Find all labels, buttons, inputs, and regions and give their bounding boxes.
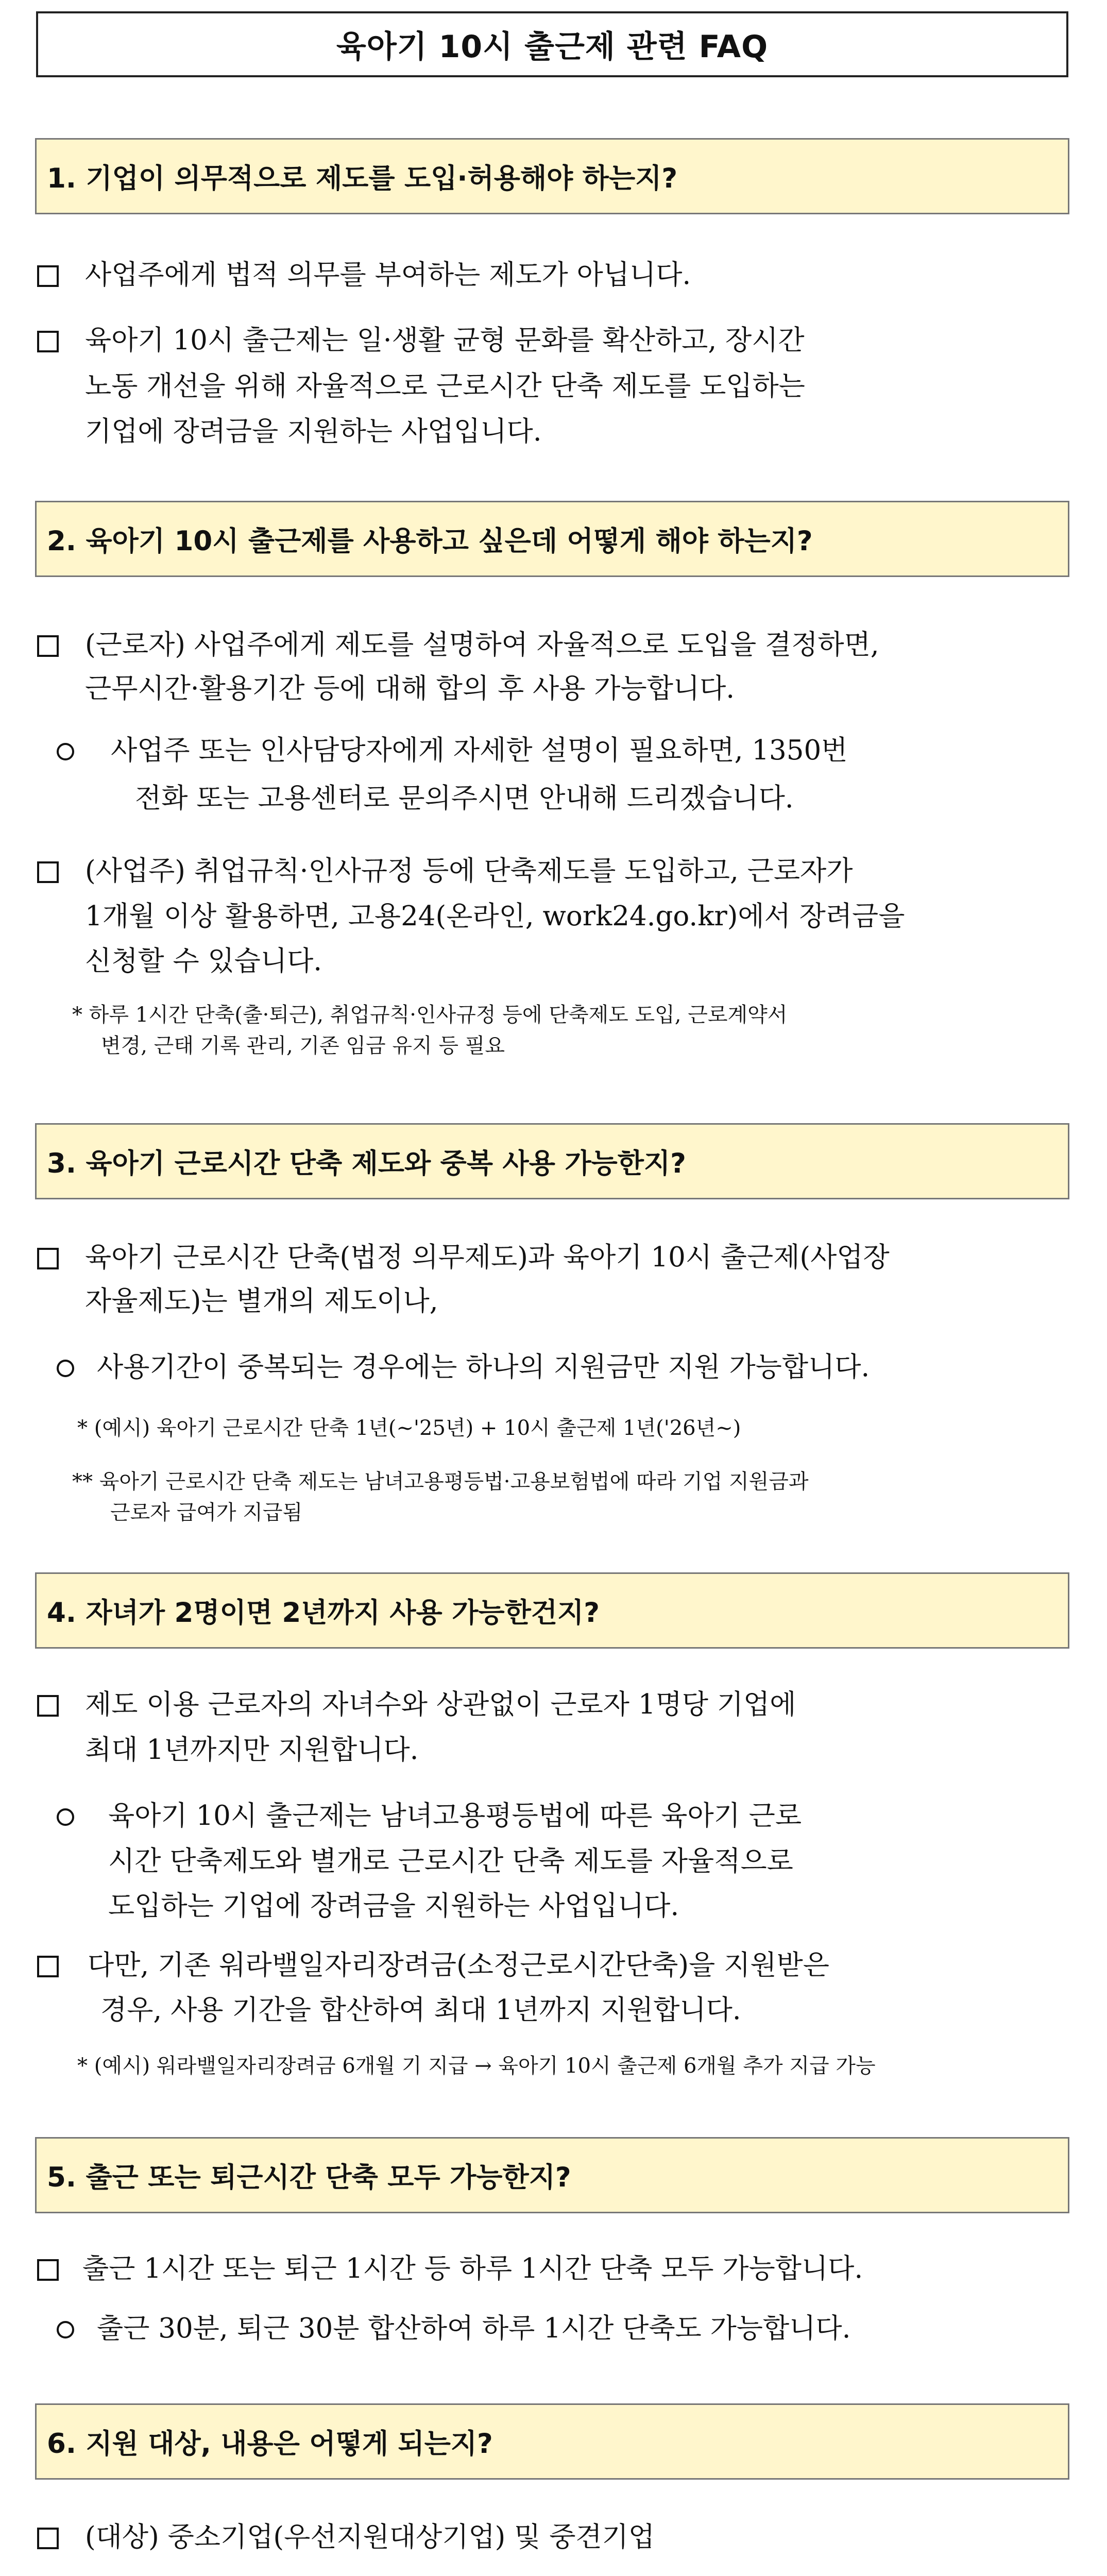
faq-4-answer-1-line-2: 최대 1년까지만 지원합니다.: [85, 1734, 419, 1766]
bullet-circle-icon: [57, 1360, 74, 1377]
faq-2-answer-1-line-1: (근로자) 사업주에게 제도를 설명하여 자율적으로 도입을 결정하면,: [85, 629, 879, 660]
faq-1-answer-2-line-1: 육아기 10시 출근제는 일·생활 균형 문화를 확산하고, 장시간: [85, 325, 805, 356]
faq-2-answer-2-line-2: 1개월 이상 활용하면, 고용24(온라인, work24.go.kr)에서 장려금을: [85, 901, 905, 932]
faq-4-note: * (예시) 워라밸일자리장려금 6개월 기 지급 → 육아기 10시 출근제 6개월 추가 지급 가능: [77, 2054, 876, 2078]
faq-2-note-line-1: * 하루 1시간 단축(출·퇴근), 취업규칙·인사규정 등에 단축제도 도입, 근로계약서: [72, 1003, 788, 1027]
faq-question-3: 3. 육아기 근로시간 단축 제도와 중복 사용 가능한지?: [35, 1123, 1069, 1199]
faq-3-answer-1-line-2: 자율제도)는 별개의 제도이나,: [85, 1285, 438, 1317]
faq-3-note-2-line-2: 근로자 급여가 지급됨: [110, 1501, 303, 1524]
faq-3-answer-1-line-1: 육아기 근로시간 단축(법정 의무제도)과 육아기 10시 출근제(사업장: [85, 1242, 890, 1273]
faq-1-answer-1: 사업주에게 법적 의무를 부여하는 제도가 아닙니다.: [85, 259, 691, 291]
bullet-circle-icon: [57, 2321, 74, 2338]
faq-question-4: 4. 자녀가 2명이면 2년까지 사용 가능한건지?: [35, 1572, 1069, 1649]
faq-1-answer-2-line-3: 기업에 장려금을 지원하는 사업입니다.: [85, 416, 542, 447]
checkbox-square-icon: [37, 1956, 59, 1977]
faq-2-note-line-2: 변경, 근태 기록 관리, 기존 임금 유지 등 필요: [101, 1034, 505, 1058]
faq-2-answer-2-line-1: (사업주) 취업규칙·인사규정 등에 단축제도를 도입하고, 근로자가: [85, 855, 853, 887]
faq-question-5: 5. 출근 또는 퇴근시간 단축 모두 가능한지?: [35, 2137, 1069, 2213]
faq-question-2: 2. 육아기 10시 출근제를 사용하고 싶은데 어떻게 해야 하는지?: [35, 501, 1069, 577]
checkbox-square-icon: [37, 861, 59, 883]
bullet-circle-icon: [57, 743, 74, 760]
faq-2-sub-line-2: 전화 또는 고용센터로 문의주시면 안내해 드리겠습니다.: [135, 783, 794, 814]
faq-2-answer-1-line-2: 근무시간·활용기간 등에 대해 합의 후 사용 가능합니다.: [85, 673, 735, 704]
faq-question-6: 6. 지원 대상, 내용은 어떻게 되는지?: [35, 2403, 1069, 2480]
checkbox-square-icon: [37, 1248, 59, 1269]
faq-4-answer-2-line-2: 경우, 사용 기간을 합산하여 최대 1년까지 지원합니다.: [100, 1994, 741, 2026]
faq-4-sub-line-1: 육아기 10시 출근제는 남녀고용평등법에 따른 육아기 근로: [108, 1800, 802, 1832]
faq-6-answer-1: (대상) 중소기업(우선지원대상기업) 및 중견기업: [85, 2521, 655, 2553]
checkbox-square-icon: [37, 1695, 59, 1717]
checkbox-square-icon: [37, 2259, 59, 2281]
faq-4-answer-1-line-1: 제도 이용 근로자의 자녀수와 상관없이 근로자 1명당 기업에: [85, 1689, 796, 1720]
faq-2-sub-line-1: 사업주 또는 인사담당자에게 자세한 설명이 필요하면, 1350번: [111, 735, 848, 766]
page-title: [36, 11, 1068, 77]
checkbox-square-icon: [37, 2528, 59, 2549]
faq-1-answer-2-line-2: 노동 개선을 위해 자율적으로 근로시간 단축 제도를 도입하는: [85, 370, 805, 402]
faq-4-answer-2-line-1: 다만, 기존 워라밸일자리장려금(소정근로시간단축)을 지원받은: [88, 1950, 829, 1981]
checkbox-square-icon: [37, 265, 59, 287]
bullet-circle-icon: [57, 1808, 74, 1826]
faq-question-1: 1. 기업이 의무적으로 제도를 도입·허용해야 하는지?: [35, 138, 1069, 214]
page-title-text: 육아기 10시 출근제 관련 FAQ: [336, 29, 769, 65]
checkbox-square-icon: [37, 635, 59, 657]
faq-5-sub: 출근 30분, 퇴근 30분 합산하여 하루 1시간 단축도 가능합니다.: [97, 2313, 851, 2344]
faq-4-sub-line-3: 도입하는 기업에 장려금을 지원하는 사업입니다.: [108, 1890, 679, 1922]
faq-4-sub-line-2: 시간 단축제도와 별개로 근로시간 단축 제도를 자율적으로: [108, 1845, 793, 1877]
faq-2-answer-2-line-3: 신청할 수 있습니다.: [85, 945, 322, 977]
checkbox-square-icon: [37, 331, 59, 352]
faq-3-sub: 사용기간이 중복되는 경우에는 하나의 지원금만 지원 가능합니다.: [97, 1351, 870, 1383]
faq-3-note-2-line-1: ** 육아기 근로시간 단축 제도는 남녀고용평등법·고용보험법에 따라 기업 지원금과: [72, 1470, 809, 1494]
faq-3-note-1: * (예시) 육아기 근로시간 단축 1년(~'25년) + 10시 출근제 1년('26년~): [77, 1416, 741, 1440]
faq-5-answer-1: 출근 1시간 또는 퇴근 1시간 등 하루 1시간 단축 모두 가능합니다.: [82, 2253, 863, 2284]
